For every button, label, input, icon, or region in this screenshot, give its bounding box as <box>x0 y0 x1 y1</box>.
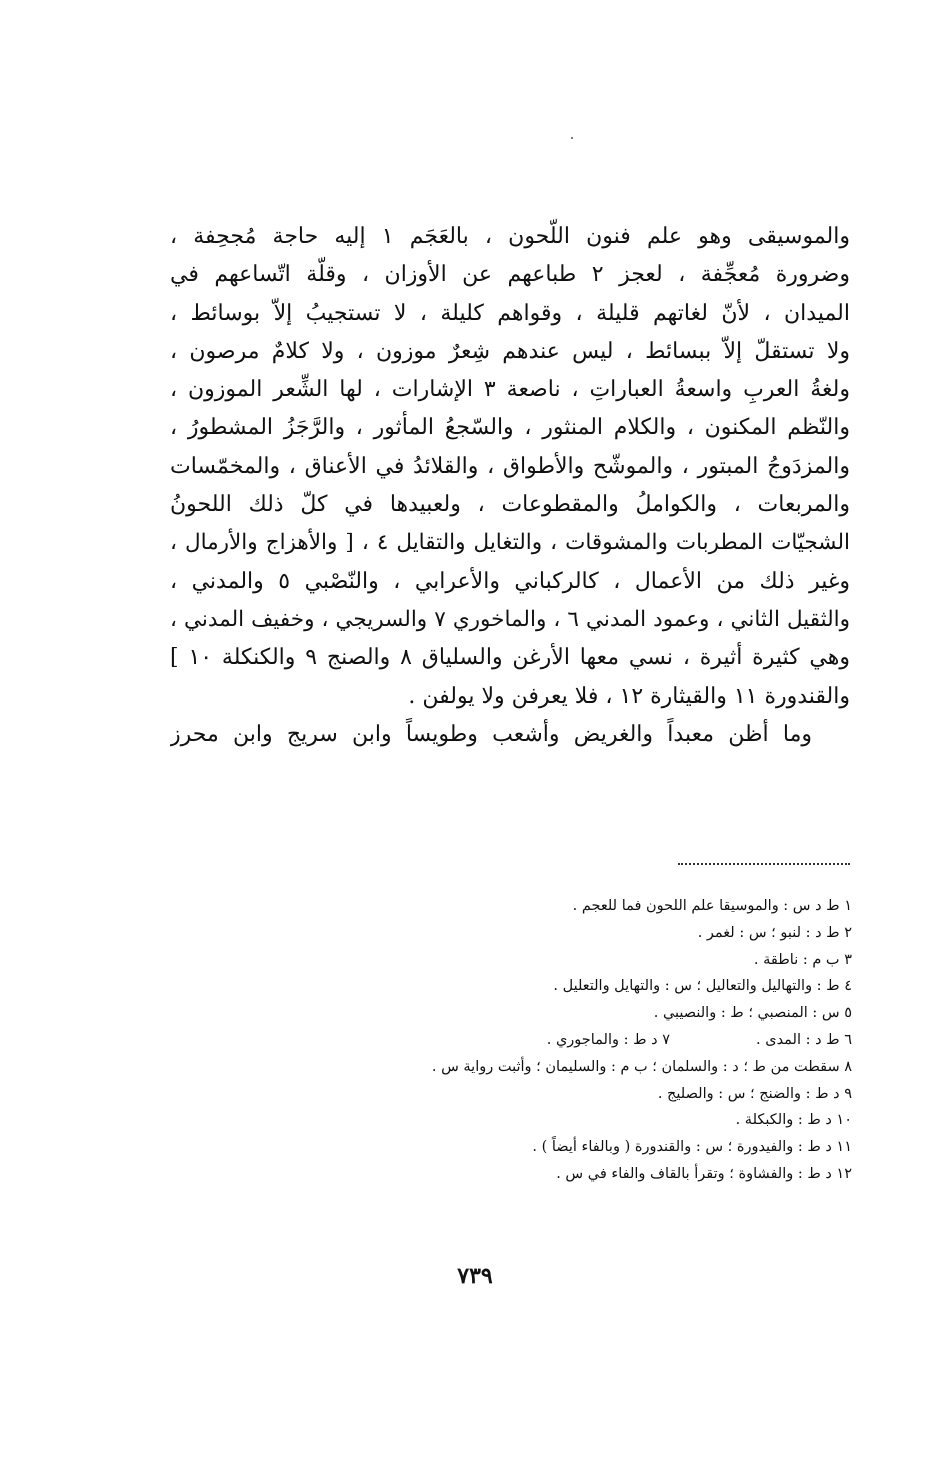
body-line: والثقيل الثاني ، وعمود المدني ٦ ، والماخوري ٧ والسريجي ، وخفيف المدني ، <box>170 606 850 632</box>
body-line: ولغةُ العربِ واسعةُ العباراتِ ، ناصعة ٣ الإشارات ، لها الشِّعر الموزون ، <box>170 377 850 403</box>
body-line: ولا تستقلّ إلاّ ببسائط ، ليس عندهم شِعرٌ موزون ، ولا كلامٌ مرصون ، <box>170 338 850 364</box>
body-line: والقندورة ١١ والقيثارة ١٢ ، فلا يعرفن ولا يولفن . <box>408 683 850 709</box>
footnote: ٨ سقطت من ط ؛ د : والسلمان ؛ ب م : والسليمان ؛ وأثبت رواية س . <box>431 1058 852 1075</box>
footnote: ٣ ب م : ناطقة . <box>753 951 852 968</box>
body-line: الشجيّات المطربات والمشوقات ، والتغايل والتقايل ٤ ، [ والأهزاج والأرمال ، <box>170 530 850 556</box>
footnote: ٢ ط د : لنبو ؛ س : لغمر . <box>697 924 852 941</box>
body-line: وما أظن معبداً والغريض وأشعب وطويساً وابن سريج وابن محرز <box>170 721 812 747</box>
footnote-separator <box>678 863 850 865</box>
footnote: ١١ د ط : والفيدورة ؛ س : والقندورة ( وبالفاء أيضاً ) . <box>532 1139 852 1156</box>
footnote: ٥ س : المنصبي ؛ ط : والنصيبي . <box>653 1005 852 1022</box>
footnote: ٩ د ط : والضنج ؛ س : والصليج . <box>657 1085 852 1102</box>
body-line: والمربعات ، والكواملُ والمقطوعات ، ولعبيدها في كلّ ذلك اللحونُ <box>170 492 850 518</box>
body-line: والمزدَوجُ المبتور ، والموشّح والأطواق ، والقلائدُ في الأعناق ، والمخمّسات <box>170 453 850 479</box>
body-line: الميدان ، لأنّ لغاتهم قليلة ، وقواهم كليلة ، لا تستجيبُ إلاّ بوسائط ، <box>170 300 850 326</box>
footnote: ١٢ د ط : والفشاوة ؛ وتقرأ بالقاف والفاء في س . <box>556 1165 852 1182</box>
footnotes <box>260 893 852 1188</box>
footnote-row <box>260 1027 852 1054</box>
footnote: ١ ط د س : والموسيقا علم اللحون فما للعجم . <box>572 898 852 914</box>
footnote: ٦ ط د : المدى . <box>756 1031 852 1048</box>
body-line: وهي كثيرة أثيرة ، نسي معها الأرغن والسلياق ٨ والصنج ٩ والكنكلة ١٠ ] <box>170 645 850 671</box>
body-line: والنّظم المكنون ، والكلام المنثور ، والسّجعُ المأثور ، والرَّجَزُ المشطورُ ، <box>170 415 850 441</box>
body-line: وغير ذلك من الأعمال ، كالركباني والأعرابي ، والنّصْبي ٥ والمدني ، <box>170 568 850 594</box>
scan-speck <box>571 137 573 139</box>
footnote: ١٠ د ط : والكبكلة . <box>735 1112 852 1129</box>
footnote: ٧ د ط : والماجوري . <box>546 1031 670 1048</box>
body-line: والموسيقى وهو علم فنون اللّحون ، بالعَجَم ١ إليه حاجة مُجحِفة ، <box>170 224 850 249</box>
body-line: وضرورة مُعجِّفة ، لعجز ٢ طباعهم عن الأوزان ، وقلّة اتّساعهم في <box>170 262 850 288</box>
footnote: ٤ ط : والتهاليل والتعاليل ؛ س : والتهايل والتعليل . <box>553 978 852 995</box>
page-number: ٧٣٩ <box>457 1263 493 1289</box>
body-text <box>170 218 850 754</box>
